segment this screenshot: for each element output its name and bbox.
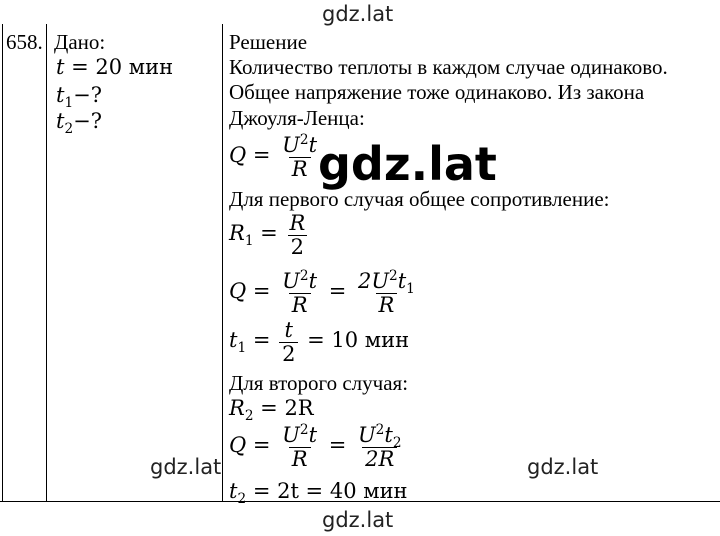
solution-title: Решение — [229, 30, 308, 54]
number-column-divider — [46, 24, 47, 502]
watermark-bottom-left: gdz.lat — [150, 455, 222, 479]
watermark-center: gdz.lat — [318, 137, 497, 191]
formula-r2: $R_2 = 2R$ — [229, 396, 314, 425]
problem-number: 658. — [6, 30, 43, 54]
formula-t2: $t_2 = 2t = 40$ мин — [229, 479, 408, 508]
given-label: Дано: — [54, 30, 106, 54]
solution-line-3: Джоуля-Ленца: — [229, 106, 365, 130]
watermark-top: gdz.lat — [322, 2, 394, 26]
formula-q-second-case: Q = $\frac{U^2t}{R}$ = $\frac{U^2t_2}{2R}$ — [229, 422, 402, 471]
given-solution-divider — [222, 24, 223, 502]
solution-line-2: Общее напряжение тоже одинаково. Из закона — [229, 80, 645, 104]
given-time: t = 20 мин — [56, 55, 174, 79]
formula-r1: $R_1$ = $\frac{R}{2}$ — [229, 211, 306, 259]
formula-q-first-case: Q = $\frac{U^2t}{R}$ = $\frac{2U^2t_1}{R}$ — [229, 268, 415, 317]
given-unknown-t2: $t_2-$? — [56, 109, 102, 138]
left-border — [2, 24, 3, 502]
solution-line-1: Количество теплоты в каждом случае одинаково. — [229, 55, 668, 79]
watermark-bottom: gdz.lat — [322, 508, 394, 532]
solution-line-4: Для первого случая общее сопротивление: — [229, 187, 610, 211]
formula-joule-lenz: Q = $\frac{U^2t}{R}$ — [229, 132, 318, 181]
solution-line-5: Для второго случая: — [229, 371, 409, 395]
given-unknown-t1: $t_1-$? — [56, 83, 102, 112]
watermark-bottom-right: gdz.lat — [527, 455, 599, 479]
formula-t1: $t_1$ = $\frac{t}{2}$ = 10 мин — [229, 318, 410, 366]
